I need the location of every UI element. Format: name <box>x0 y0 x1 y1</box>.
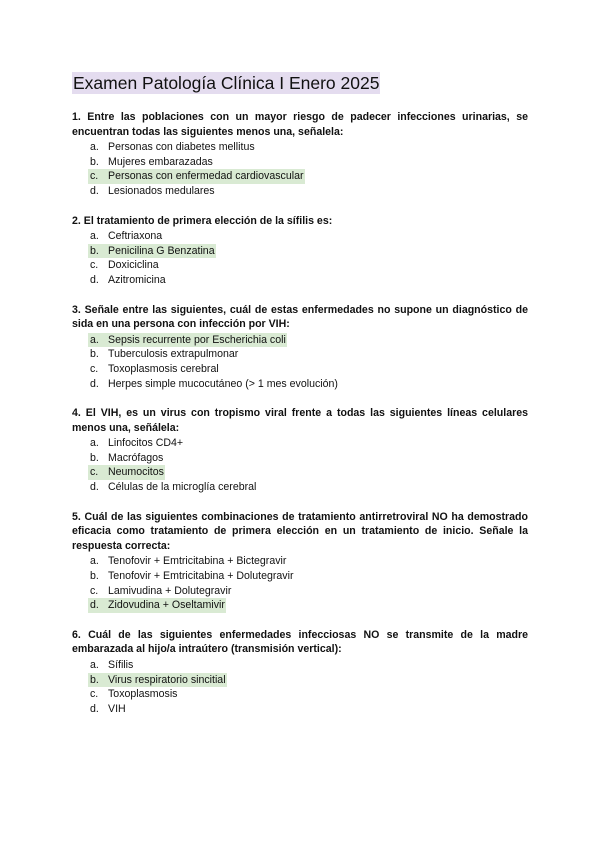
question-3 <box>72 303 528 392</box>
option-d <box>72 273 528 288</box>
option-text: Doxiciclina <box>108 259 159 272</box>
option-a <box>72 140 528 155</box>
option-b <box>72 155 528 170</box>
option-text: Células de la microglía cerebral <box>108 481 257 494</box>
options-list <box>72 333 528 391</box>
option-c <box>72 584 528 599</box>
options-list <box>72 229 528 287</box>
option-letter: c. <box>90 259 99 272</box>
option-letter: d. <box>90 377 99 390</box>
question-4 <box>72 406 528 495</box>
option-letter: a. <box>90 659 99 671</box>
option-d <box>72 598 528 613</box>
option-text: Herpes simple mucocutáneo (> 1 mes evolución) <box>108 377 338 390</box>
option-b <box>72 347 528 362</box>
option-letter: c. <box>90 584 99 597</box>
option-letter: b. <box>90 155 99 168</box>
option-text: Zidovudina + Oseltamivir <box>108 599 225 612</box>
question-list <box>72 110 528 731</box>
question-text: 1. Entre las poblaciones con un mayor riesgo de padecer infecciones urinarias, se encuentran todas las siguientes menos una, señalela: <box>72 111 528 138</box>
option-letter: a. <box>90 555 99 568</box>
option-letter: c. <box>90 688 99 701</box>
option-a <box>72 333 528 348</box>
option-text: Tenofovir + Emtricitabina + Bictegravir <box>108 555 287 568</box>
question-text: 3. Señale entre las siguientes, cuál de estas enfermedades no supone un diagnóstico de sida en una persona con infección por VIH: <box>72 303 528 331</box>
page-title: Examen Patología Clínica I Enero 2025 <box>73 73 380 93</box>
option-text: Sepsis recurrente por Escherichia coli <box>108 333 286 346</box>
option-c <box>72 465 528 480</box>
option-b <box>72 244 528 259</box>
question-text: 6. Cuál de las siguientes enfermedades infecciosas NO se transmite de la madre embarazada al hijo/a intraútero (transmisión vertical): <box>72 628 528 656</box>
option-letter: d. <box>90 481 99 494</box>
question-1 <box>72 110 528 199</box>
option-letter: b. <box>90 451 99 464</box>
option-letter: a. <box>90 141 99 154</box>
option-d <box>72 702 528 717</box>
option-letter: d. <box>90 184 99 197</box>
option-text: Azitromicina <box>108 273 166 286</box>
option-d <box>72 184 528 199</box>
option-text: Lesionados medulares <box>108 184 215 197</box>
option-letter: b. <box>90 244 99 257</box>
option-a <box>72 229 528 244</box>
question-text: 4. El VIH, es un virus con tropismo viral frente a todas las siguientes líneas celulares menos una, señálela: <box>72 407 528 434</box>
option-text: Mujeres embarazadas <box>108 155 213 168</box>
option-d <box>72 480 528 495</box>
option-c <box>72 687 528 702</box>
options-list <box>72 436 528 494</box>
option-text: Neumocitos <box>108 466 164 479</box>
option-b <box>72 673 528 688</box>
question-text: 2. El tratamiento de primera elección de la sífilis es: <box>72 214 333 227</box>
option-b <box>72 569 528 584</box>
option-text: Tuberculosis extrapulmonar <box>108 348 239 361</box>
option-letter: b. <box>90 570 99 583</box>
option-a <box>72 658 528 673</box>
option-text: Penicilina G Benzatina <box>108 244 215 257</box>
question-2 <box>72 214 528 288</box>
option-letter: c. <box>90 466 99 479</box>
option-c <box>72 258 528 273</box>
option-text: Virus respiratorio sincitial <box>108 673 226 686</box>
option-letter: a. <box>90 230 99 243</box>
option-c <box>72 362 528 377</box>
option-letter: b. <box>90 348 99 361</box>
option-a <box>72 436 528 451</box>
option-letter: c. <box>90 170 99 183</box>
option-letter: d. <box>90 702 99 715</box>
option-a <box>72 554 528 569</box>
option-letter: d. <box>90 599 99 612</box>
option-letter: c. <box>90 362 99 375</box>
option-text: Toxoplasmosis cerebral <box>108 362 219 375</box>
option-text: Toxoplasmosis <box>108 688 178 701</box>
option-letter: d. <box>90 273 99 286</box>
option-b <box>72 451 528 466</box>
options-list <box>72 554 528 612</box>
option-text: Personas con enfermedad cardiovascular <box>108 170 304 183</box>
options-list <box>72 658 528 716</box>
option-c <box>72 169 528 184</box>
option-text: Personas con diabetes mellitus <box>108 141 255 154</box>
option-text: Ceftriaxona <box>108 230 163 243</box>
question-6 <box>72 628 528 717</box>
option-letter: a. <box>90 333 99 346</box>
option-text: VIH <box>108 702 126 715</box>
option-text: Linfocitos CD4+ <box>108 437 184 450</box>
option-text: Lamivudina + Dolutegravir <box>108 584 232 597</box>
option-text: Sífilis <box>108 659 134 671</box>
options-list <box>72 140 528 198</box>
option-d <box>72 377 528 392</box>
option-letter: a. <box>90 437 99 450</box>
option-text: Tenofovir + Emtricitabina + Dolutegravir <box>108 570 294 583</box>
question-text: 5. Cuál de las siguientes combinaciones de tratamiento antirretroviral NO ha demostrado eficacia como tratamiento de primera elección en un tratamiento de inicio. Señale la respuesta correcta: <box>72 510 528 552</box>
option-text: Macrófagos <box>108 451 164 464</box>
option-letter: b. <box>90 673 99 686</box>
question-5 <box>72 510 528 613</box>
